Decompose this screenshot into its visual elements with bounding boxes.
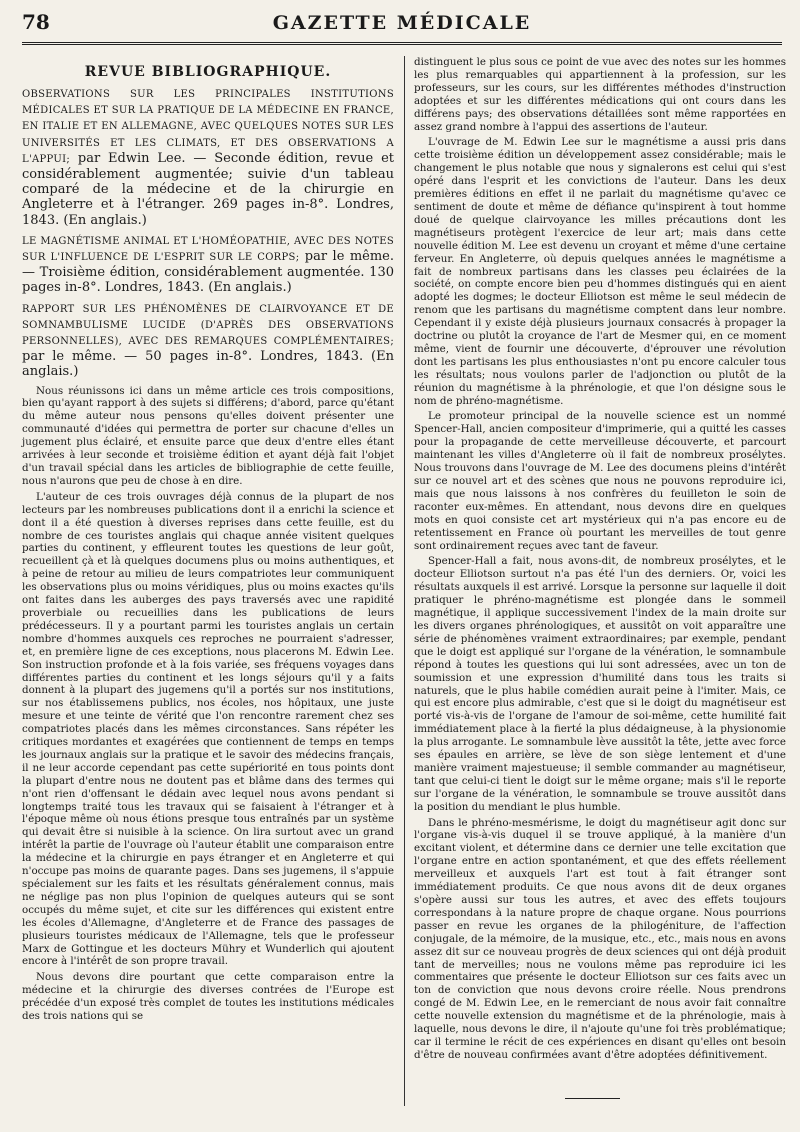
left-column xyxy=(22,56,394,1026)
bibliographic-reference-1 xyxy=(22,86,394,228)
reference-title: LE MAGNÉTISME ANIMAL ET L'HOMÉOPATHIE, AVEC DES NOTES SUR L'INFLUENCE DE L'ESPRIT SUR LE CORPS; xyxy=(22,235,394,263)
body-paragraph: Le promoteur principal de la nouvelle science est un nommé Spencer-Hall, ancien compositeur d'imprimerie, qui a quitté les casses pour la propagande de cette merveilleuse découverte, et parcourt maintenant les villes d'Angleterre où il fait de nombreux prosélytes. Nous trouvons dans l'ouvrage de M. Lee des documens pleins d'intérêt sur ce nouvel art et des scènes que nous ne pouvons reproduire ici, mais que nous laissons à nos confrères du feuilleton le soin de raconter eux-mêmes. En attendant, nous devons dire en quelques mots en quoi consiste cet art mystérieux qui n'a pas encore eu de retentissement en France où pourtant les merveilles de tout genre sont ordinairement reçues avec tant de faveur. xyxy=(414,410,786,552)
column-divider xyxy=(404,56,405,1106)
reference-title: RAPPORT SUR LES PHÉNOMÈNES DE CLAIRVOYANCE ET DE SOMNAMBULISME LUCIDE (D'APRÈS DES OBSERVATIONS PERSONNELLES), AVEC DES REMARQUES COMPLÉMENTAIRES; xyxy=(22,303,394,347)
header-rule xyxy=(22,42,782,45)
bibliographic-reference-2 xyxy=(22,233,394,296)
body-paragraph: Dans le phréno-mesmérisme, le doigt du magnétiseur agit donc sur l'organe vis-à-vis duquel il se trouve appliqué, à la manière d'un excitant violent, et détermine dans ce dernier une telle excitation que l'organe entre en action spontanément, et que des effets réellement merveilleux et auxquels l'art est tout à fait étranger sont immédiatement produits. Ce que nous avons dit de deux organes s'opère aussi sur tous les autres, et avec des effets toujours correspondans à la nature propre de chaque organe. Nous pourrions passer en revue les organes de la philogéniture, de l'affection conjugale, de la mémoire, de la musique, etc., etc., mais nous en avons assez dit sur ce nouveau progrès de deux sciences qui ont déjà produit tant de merveilles; nous ne voulons même pas reproduire ici les commentaires que présente le docteur Elliotson sur ces faits avec un ton de conviction que nous devons croire réelle. Nous prendrons congé de M. Edwin Lee, en le remerciant de nous avoir fait connaître cette nouvelle extension du magnétisme et de la phrénologie, mais à laquelle, nous devons le dire, il n'ajoute qu'une foi très problématique; car il termine le récit de ces expériences en disant qu'elles ont besoin d'être de nouveau confirmées avant d'être adoptées définitivement. xyxy=(414,816,786,1061)
body-paragraph: L'auteur de ces trois ouvrages déjà connus de la plupart de nos lecteurs par les nombreuses publications dont il a enrichi la science et dont il a été question à diverses reprises dans cette feuille, est du nombre de ces touristes anglais qui chaque année visitent quelques parties du continent, y effleurent toutes les questions de leur goût, recueillent çà et là quelques documens plus ou moins authentiques, et à peine de retour au milieu de leurs compatriotes leur communiquent les observations plus ou moins véridiques, plus ou moins exactes qu'ils ont faites dans les auberges des pays traversés avec une rapidité proverbiale ou recueillies dans les publications de leurs prédécesseurs. Il y a pourtant parmi les touristes anglais un certain nombre d'hommes auxquels ces reproches ne pourraient s'adresser, et, en première ligne de ces exceptions, nous placerons M. Edwin Lee. Son instruction profonde et à la fois variée, ses fréquens voyages dans différentes parties du continent et les longs séjours qu'il y a faits donnent à la plupart des jugemens qu'il a portés sur nos institutions, sur nos établissemens publics, nos écoles, nos hôpitaux, une juste mesure et une teinte de vérité que l'on rencontre rarement chez ses compatriotes placés dans les mêmes circonstances. Sans répéter les critiques mordantes et exagérées que contiennent de temps en temps les journaux anglais sur la pratique et le savoir des médecins français, il ne leur accorde cependant pas cette supériorité en tous points dont la plupart d'entre nous ne doutent pas et blâme dans des termes qui n'ont rien d'offensant le dédain avec lequel nous avons pendant si longtemps traité tous les travaux qui se faisaient à l'étranger et à l'époque même où nous étions presque tous entraînés par un système qui devait être si nuisible à la science. On lira surtout avec un grand intérêt la partie de l'ouvrage où l'auteur établit une comparaison entre la médecine et la chirurgie en pays étranger et en Angleterre et qui n'occupe pas moins de quarante pages. Dans ses jugemens, il s'appuie spécialement sur les faits et les résultats généralement connus, mais ne néglige pas non plus l'opinion de quelques auteurs qui se sont occupés du même sujet, et cite sur les différences qui existent entre les écoles d'Allemagne, d'Angleterre et de France des passages de plusieurs touristes médicaux de l'Allemagne, tels que le professeur Marx de Gottingue et les docteurs Mühry et Wunderlich qui ajoutent encore à l'intérêt de son propre travail. xyxy=(22,490,394,968)
reference-title: OBSERVATIONS SUR LES PRINCIPALES INSTITUTIONS MÉDICALES ET SUR LA PRATIQUE DE LA MÉDECINE EN FRANCE, EN ITALIE ET EN ALLEMAGNE, AVEC QUELQUES NOTES SUR LES UNIVERSITÉS ET LES CLIMATS, ET DES OBSERVATIONS A L'APPUI; xyxy=(22,88,394,165)
body-paragraph: distinguent le plus sous ce point de vue avec des notes sur les hommes les plus remarquables qui appartiennent à la profession, sur les professeurs, sur les cours, sur les différentes méthodes d'instruction adoptées et sur les différentes médications qui ont cours dans les différens pays; des observations détaillées sont même rapportées en assez grand nombre à l'appui des assertions de l'auteur. xyxy=(414,56,786,133)
right-column xyxy=(414,56,786,1065)
body-paragraph: L'ouvrage de M. Edwin Lee sur le magnétisme a aussi pris dans cette troisième édition un développement assez considérable; mais le changement le plus notable que nous y signalerons est celui qui s'est opéré dans l'esprit et les convictions de l'auteur. Dans les deux premières éditions en effet il ne parlait du magnétisme qu'avec ce sentiment de doute et même de défiance qu'inspirent à tout homme doué de quelque clairvoyance les milles précautions dont les magnétiseurs protègent l'exercice de leur art; mais dans cette nouvelle édition M. Lee est devenu un croyant et même d'une certaine ferveur. En Angleterre, où depuis quelques années le magnétisme a fait de nombreux partisans dans les classes peu éclairées de la société, on compte encore bien peu d'hommes distingués qui en aient adopté les dogmes; le docteur Elliotson est même le seul médecin de renom que les partisans du magnétisme comptent dans leur nombre. Cependant il y existe déjà plusieurs journaux consacrés à propager la doctrine ou plutôt la croyance de l'art de Mesmer qui, en ce moment même, vient de fournir une découverte, d'éprouver une révolution dont les partisans les plus enthousiastes n'ont pu encore calculer tous les résultats; nous voulons parler de l'adjonction ou plutôt de la réunion du magnétisme à la phrénologie, et que l'on désigne sous le nom de phréno-magnétisme. xyxy=(414,136,786,407)
body-paragraph: Spencer-Hall a fait, nous avons-dit, de nombreux prosélytes, et le docteur Elliotson surtout n'a pas été l'un des derniers. Or, voici les résultats auxquels il est arrivé. Lorsque la personne sur laquelle il doit pratiquer le phréno-magnétisme est plongée dans le sommeil magnétique, il applique successivement l'index de la main droite sur les divers organes phrénologiques, et aussitôt on voit apparaître une série de phénomènes vraiment extraordinaires; par exemple, pendant que le doigt est appliqué sur l'organe de la vénération, le somnambule répond à toutes les questions qui lui sont adressées, avec un ton de soumission et une expression d'humilité dans tous les traits si naturels, que le plus habile comédien aurait peine à l'imiter. Mais, ce qui est encore plus admirable, c'est que si le doigt du magnétiseur est porté vis-à-vis de l'organe de l'amour de soi-même, cette humilité fait immédiatement place à la fierté la plus dédaigneuse, à la physionomie la plus arrogante. Le somnambule lève aussitôt la tête, jette avec force ses épaules en arrière, se lève de son siège lentement et d'une manière vraiment majestueuse; il semble commander au magnétiseur, tant que celui-ci tient le doigt sur le même organe; mais s'il le reporte sur l'organe de la vénération, le somnambule se trouve aussitôt dans la position du mendiant le plus humble. xyxy=(414,555,786,813)
bibliographic-reference-3 xyxy=(22,301,394,380)
page-number: 78 xyxy=(22,10,50,34)
reference-details: par Edwin Lee. — Seconde édition, revue et considérablement augmentée; suivie d'un tableau comparé de la médecine et de la chirurgie en Angleterre et à l'étranger. 269 pages in-8°. Londres, 1843. (En anglais.) xyxy=(22,150,394,228)
body-paragraph: Nous réunissons ici dans un même article ces trois compositions, bien qu'ayant rapport à des sujets si différens; d'abord, parce qu'étant du même auteur nous pensons qu'elles doivent présenter une communauté d'idées qui permettra de porter sur chacune d'elles un jugement plus éclairé, et ensuite parce que deux d'entre elles étant arrivées à leur seconde et troisième édition et ayant déjà fait l'objet d'un travail spécial dans les articles de bibliographie de cette feuille, nous n'aurons que peu de chose à en dire. xyxy=(22,384,394,487)
reference-details: par le même. — Troisième édition, considérablement augmentée. 130 pages in-8°. Londres, 1843. (En anglais.) xyxy=(22,248,394,296)
journal-title: GAZETTE MÉDICALE xyxy=(272,12,532,34)
section-title: REVUE BIBLIOGRAPHIQUE. xyxy=(84,64,332,80)
body-paragraph: Nous devons dire pourtant que cette comparaison entre la médecine et la chirurgie des diverses contrées de l'Europe est précédée d'un exposé très complet de toutes les institutions médicales des trois nations qui se xyxy=(22,971,394,1023)
end-rule xyxy=(565,1098,620,1099)
reference-details: par le même. — 50 pages in-8°. Londres, 1843. (En anglais.) xyxy=(22,349,394,380)
page-header xyxy=(22,8,782,46)
